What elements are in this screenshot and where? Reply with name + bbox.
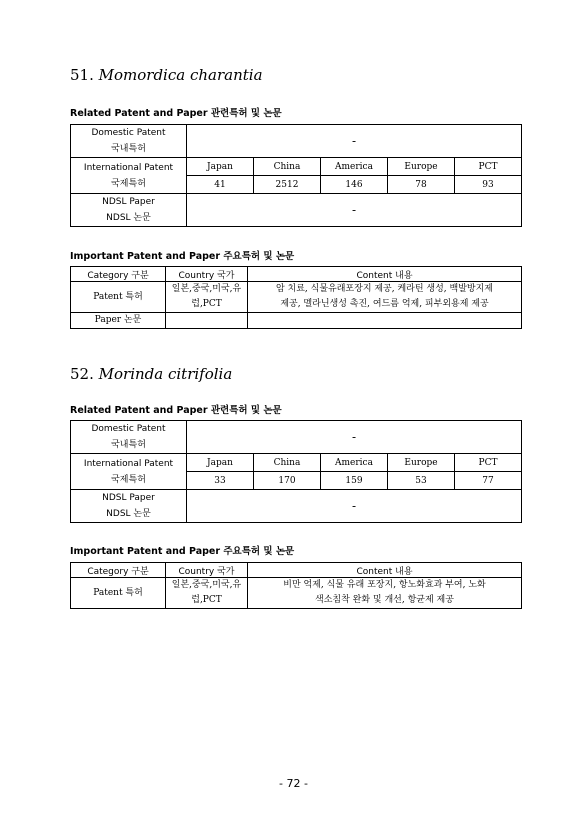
country-cell: Japan bbox=[187, 454, 254, 472]
section-title bbox=[70, 66, 263, 84]
ndsl-value: - bbox=[187, 490, 522, 523]
country-line: 럽,PCT bbox=[191, 595, 222, 605]
count-cell: 159 bbox=[321, 472, 388, 490]
related-label: Related Patent and Paper 관련특허 및 논문 bbox=[70, 405, 282, 416]
paper-label: Paper 논문 bbox=[71, 313, 166, 329]
col-content: Content 내용 bbox=[248, 563, 522, 578]
related-table bbox=[70, 420, 522, 523]
count-cell: 53 bbox=[388, 472, 455, 490]
ndsl-header bbox=[71, 194, 187, 227]
domestic-value: - bbox=[187, 125, 522, 158]
ndsl-en: NDSL Paper bbox=[102, 197, 155, 207]
country-cell: Europe bbox=[388, 454, 455, 472]
domestic-ko: 국내특허 bbox=[111, 440, 146, 450]
ndsl-ko: NDSL 논문 bbox=[106, 509, 151, 519]
count-cell: 41 bbox=[187, 176, 254, 194]
content-line: 색소침착 완화 및 개선, 항균제 제공 bbox=[315, 595, 454, 605]
international-en: International Patent bbox=[83, 458, 174, 469]
count-cell: 33 bbox=[187, 472, 254, 490]
paper-content bbox=[248, 313, 522, 329]
count-cell: 2512 bbox=[254, 176, 321, 194]
domestic-header bbox=[71, 421, 187, 454]
count-cell: 78 bbox=[388, 176, 455, 194]
international-ko: 국제특허 bbox=[111, 474, 146, 485]
country-cell: America bbox=[321, 158, 388, 176]
country-cell: China bbox=[254, 158, 321, 176]
international-header bbox=[71, 454, 187, 490]
country-cell: America bbox=[321, 454, 388, 472]
species-name: Morinda citrifolia bbox=[98, 365, 233, 383]
country-cell: PCT bbox=[455, 158, 522, 176]
section-title bbox=[70, 365, 232, 383]
domestic-en: Domestic Patent bbox=[91, 128, 166, 138]
col-category: Category 구분 bbox=[71, 267, 166, 282]
related-table bbox=[70, 124, 522, 227]
patent-label: Patent 특허 bbox=[71, 282, 166, 313]
page-number: - 72 - bbox=[279, 777, 308, 790]
international-ko: 국제특허 bbox=[111, 178, 146, 189]
domestic-ko: 국내특허 bbox=[111, 144, 146, 154]
country-cell: PCT bbox=[455, 454, 522, 472]
country-line: 일본,중국,미국,유 bbox=[171, 580, 242, 590]
domestic-en: Domestic Patent bbox=[91, 424, 166, 434]
patent-content bbox=[248, 578, 522, 609]
section-number: 51. bbox=[70, 66, 94, 84]
content-line: 암 치료, 식물유래포장지 제공, 케라틴 생성, 백발방지제 bbox=[275, 284, 494, 294]
patent-content bbox=[248, 282, 522, 313]
col-country: Country 국가 bbox=[166, 563, 248, 578]
country-cell: Japan bbox=[187, 158, 254, 176]
col-country: Country 국가 bbox=[166, 267, 248, 282]
col-content: Content 내용 bbox=[248, 267, 522, 282]
content-line: 제공, 멜라닌생성 촉진, 여드름 억제, 피부외용제 제공 bbox=[280, 299, 489, 309]
important-label: Important Patent and Paper 주요특허 및 논문 bbox=[70, 251, 295, 262]
paper-country bbox=[166, 313, 248, 329]
patent-label: Patent 특허 bbox=[71, 578, 166, 609]
country-line: 일본,중국,미국,유 bbox=[171, 284, 242, 294]
important-table bbox=[70, 562, 522, 609]
count-cell: 170 bbox=[254, 472, 321, 490]
ndsl-en: NDSL Paper bbox=[102, 493, 155, 503]
important-label: Important Patent and Paper 주요특허 및 논문 bbox=[70, 546, 295, 557]
country-line: 럽,PCT bbox=[191, 299, 222, 309]
country-cell: Europe bbox=[388, 158, 455, 176]
patent-country bbox=[166, 282, 248, 313]
content-line: 비만 억제, 식물 유래 포장지, 항노화효과 부여, 노화 bbox=[283, 580, 486, 590]
count-cell: 146 bbox=[321, 176, 388, 194]
ndsl-header bbox=[71, 490, 187, 523]
related-label: Related Patent and Paper 관련특허 및 논문 bbox=[70, 108, 282, 119]
col-category: Category 구분 bbox=[71, 563, 166, 578]
count-cell: 77 bbox=[455, 472, 522, 490]
species-name: Momordica charantia bbox=[98, 66, 263, 84]
international-en: International Patent bbox=[83, 162, 174, 173]
important-table bbox=[70, 266, 522, 329]
ndsl-value: - bbox=[187, 194, 522, 227]
domestic-header bbox=[71, 125, 187, 158]
patent-country bbox=[166, 578, 248, 609]
international-header bbox=[71, 158, 187, 194]
section-number: 52. bbox=[70, 365, 94, 383]
count-cell: 93 bbox=[455, 176, 522, 194]
domestic-value: - bbox=[187, 421, 522, 454]
country-cell: China bbox=[254, 454, 321, 472]
ndsl-ko: NDSL 논문 bbox=[106, 213, 151, 223]
